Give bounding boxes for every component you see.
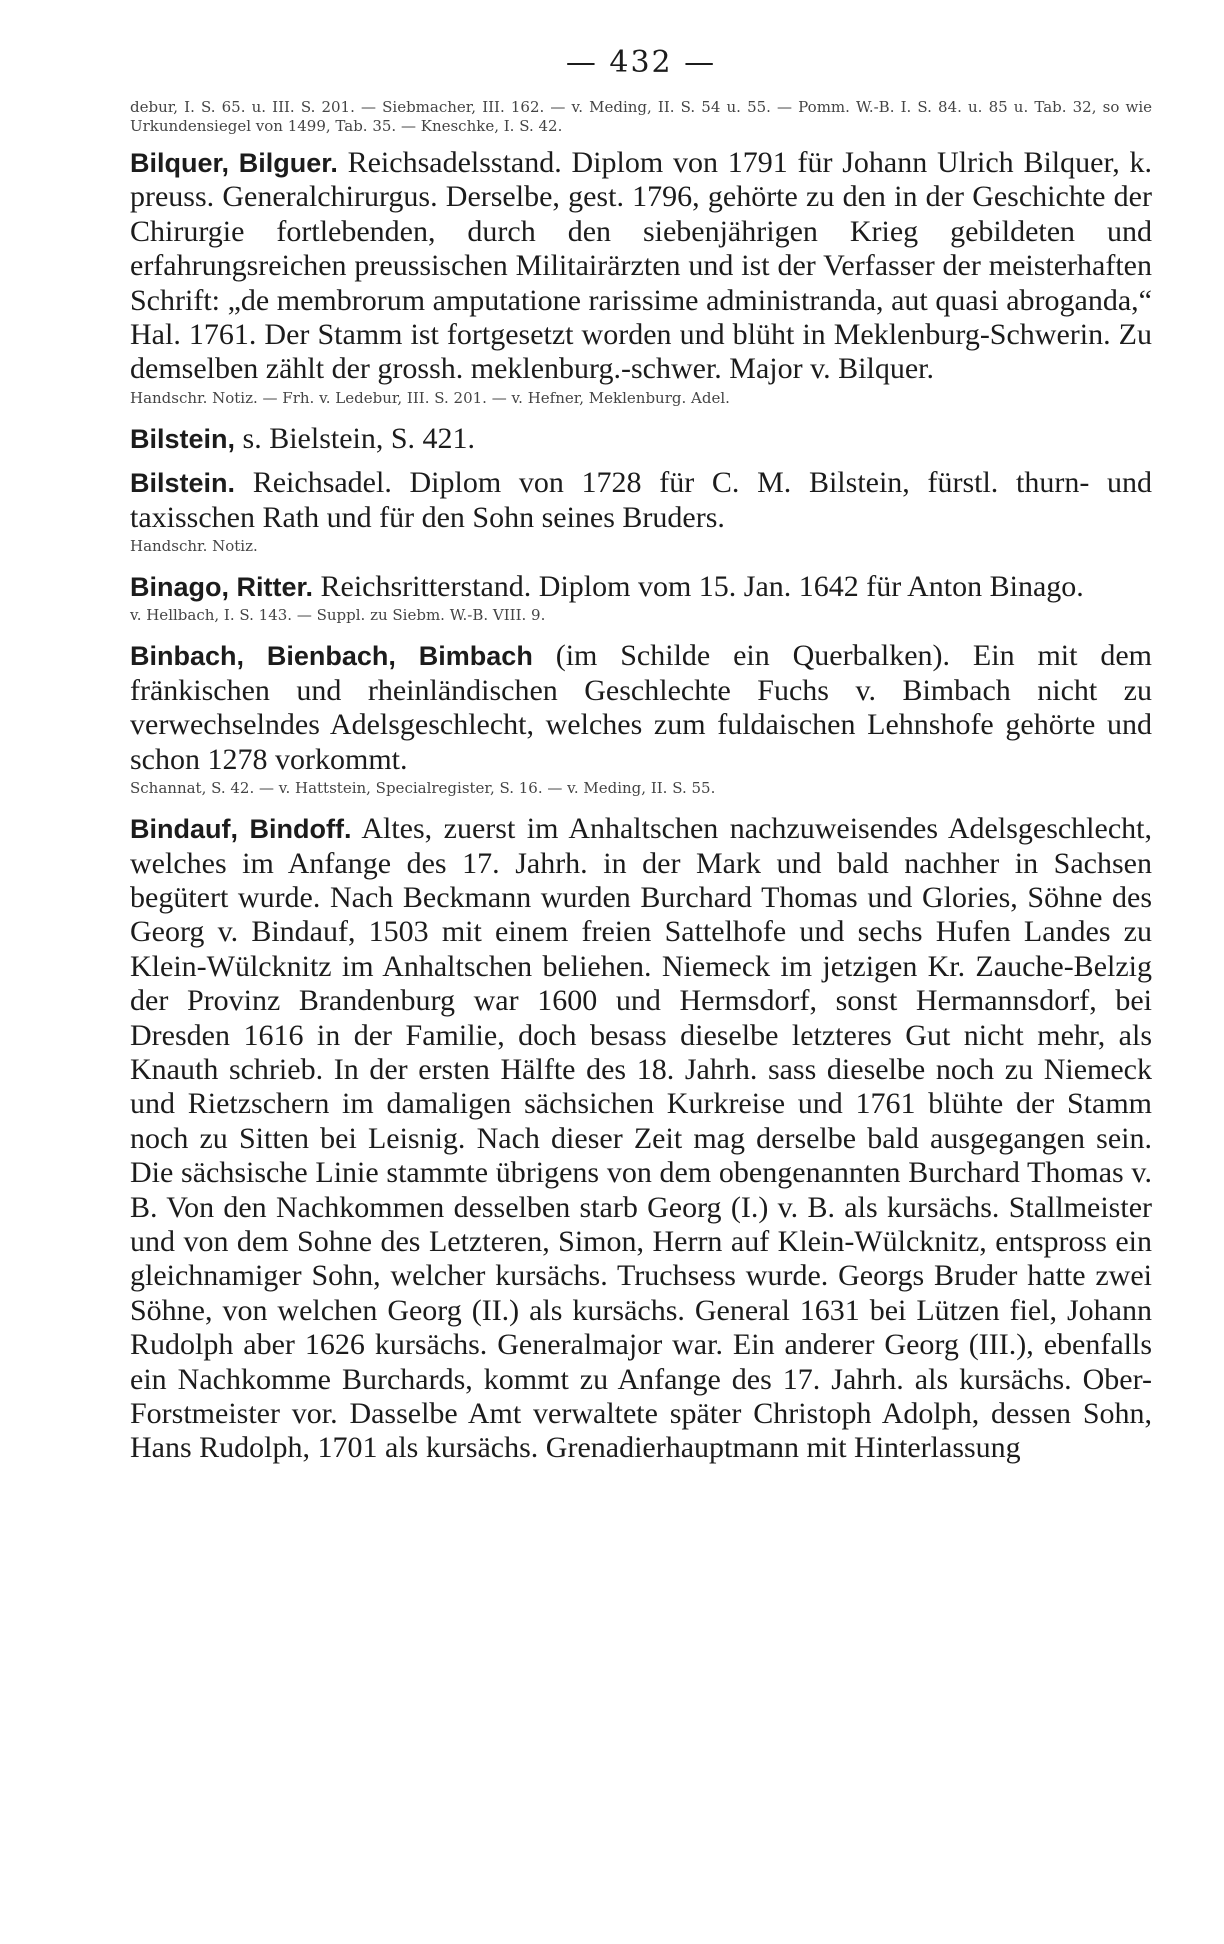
- entry-bilstein-ref: [130, 422, 1152, 456]
- entry-headword: Bindauf, Bindoff.: [130, 814, 352, 845]
- entry-headword: Binago, Ritter.: [130, 572, 314, 603]
- entry-text: [130, 466, 1152, 535]
- entry-text: [130, 570, 1152, 604]
- entry-bilquer: [130, 146, 1152, 408]
- entry-citation: Schannat, S. 42. — v. Hattstein, Specialregister, S. 16. — v. Meding, II. S. 55.: [130, 779, 716, 798]
- entry-bilstein: [130, 466, 1152, 556]
- entry-headword: Bilstein.: [130, 468, 236, 499]
- entry-text: [130, 639, 1152, 777]
- entry-headword: Bilstein,: [130, 423, 236, 454]
- entry-body: Reichsritterstand. Diplom vom 15. Jan. 1642 für Anton Binago.: [320, 570, 1084, 604]
- entry-body: s. Bielstein, S. 421.: [242, 421, 476, 455]
- entry-body: Altes, zuerst im Anhaltschen nachzuweisendes Adelsgeschlecht, welches im Anfange des 17. Jahrh. in der Mark und bald nachher in Sachsen begütert wurde. Nach Beckmann wurden Burchard Thomas und Glories, Söhne des Georg v. Bindauf, 1503 mit einem freien Sattelhofe und sechs Hufen Landes zu Klein-Wülcknitz im Anhaltschen beliehen. Niemeck im jetzigen Kr. Zauche-Belzig der Provinz Brandenburg war 1600 und Hermsdorf, sonst Hermannsdorf, bei Dresden 1616 in der Familie, doch besass dieselbe letzteres Gut nicht mehr, als Knauth schrieb. In der ersten Hälfte des 18. Jahrh. sass dieselbe noch zu Niemeck und Rietzschern im damaligen sächsichen Kurkreise und 1761 blühte der Stamm noch zu Sitten bei Leisnig. Nach dieser Zeit mag derselbe bald ausgegangen sein. Die sächsische Linie stammte übrigens von dem obengenannten Burchard Thomas v. B. Von den Nachkommen desselben starb Georg (I.) v. B. als kursächs. Stallmeister und von dem Sohne des Letzteren, Simon, Herrn auf Klein-Wülcknitz, entspross ein gleichnamiger Sohn, welcher kursächs. Truchsess wurde. Georgs Bruder hatte zwei Söhne, von welchen Georg (II.) als kursächs. General 1631 bei Lützen fiel, Johann Rudolph aber 1626 kursächs. Generalmajor war. Ein anderer Georg (III.), ebenfalls ein Nachkomme Burchards, kommt zu Anfange des 17. Jahrh. als kursächs. Ober-Forstmeister vor. Dasselbe Amt verwaltete später Christoph Adolph, dessen Sohn, Hans Rudolph, 1701 als kursächs. Grenadierhauptmann mit Hinterlassung: [130, 812, 1152, 1465]
- entry-text: [130, 146, 1152, 387]
- entry-text: [130, 812, 1152, 1466]
- entry-body: (im Schilde ein Querbalken). Ein mit dem fränkischen und rheinländischen Geschlechte Fuchs v. Bimbach nicht zu verwechselndes Adelsgeschlecht, welches zum fuldaischen Lehnshofe gehörte und schon 1278 vorkommt.: [130, 639, 1152, 776]
- entry-body: Reichsadelsstand. Diplom von 1791 für Johann Ulrich Bilquer, k. preuss. Generalchirurgus. Derselbe, gest. 1796, gehörte zu den in der Geschichte der Chirurgie fortlebenden, durch den siebenjährigen Krieg gebildeten und erfahrungsreichen preussischen Militairärzten und ist der Verfasser der meisterhaften Schrift: „de membrorum amputatione rarissime administranda, aut quasi abroganda,“ Hal. 1761. Der Stamm ist fortgesetzt worden und blüht in Meklenburg-Schwerin. Zu demselben zählt der grossh. meklenburg.-schwer. Major v. Bilquer.: [130, 146, 1153, 386]
- entry-headword: Bilquer, Bilguer.: [130, 148, 338, 178]
- entry-headword: Binbach, Bienbach, Bimbach: [130, 641, 533, 672]
- entry-citation: Handschr. Notiz.: [130, 537, 258, 556]
- entry-binbach: [130, 639, 1152, 798]
- entry-binago: [130, 570, 1152, 625]
- entry-text: [130, 422, 1152, 456]
- document-page: [130, 45, 1152, 1466]
- entry-body: Reichsadel. Diplom von 1728 für C. M. Bilstein, fürstl. thurn- und taxisschen Rath und für den Sohn seines Bruders.: [130, 466, 1152, 534]
- entry-citation: Handschr. Notiz. — Frh. v. Ledebur, III. S. 201. — v. Hefner, Meklenburg. Adel.: [130, 388, 730, 407]
- entry-citation: v. Hellbach, I. S. 143. — Suppl. zu Siebm. W.-B. VIII. 9.: [130, 606, 546, 625]
- top-citation: debur, I. S. 65. u. III. S. 201. — Siebmacher, III. 162. — v. Meding, II. S. 54 u. 55. — Pomm. W.-B. I. S. 84. u. 85 u. Tab. 32, so wie Urkundensiegel von 1499, Tab. 35. — Kneschke, I. S. 42.: [130, 98, 1152, 135]
- entry-bindauf: [130, 812, 1152, 1466]
- page-number: — 432 —: [565, 45, 717, 80]
